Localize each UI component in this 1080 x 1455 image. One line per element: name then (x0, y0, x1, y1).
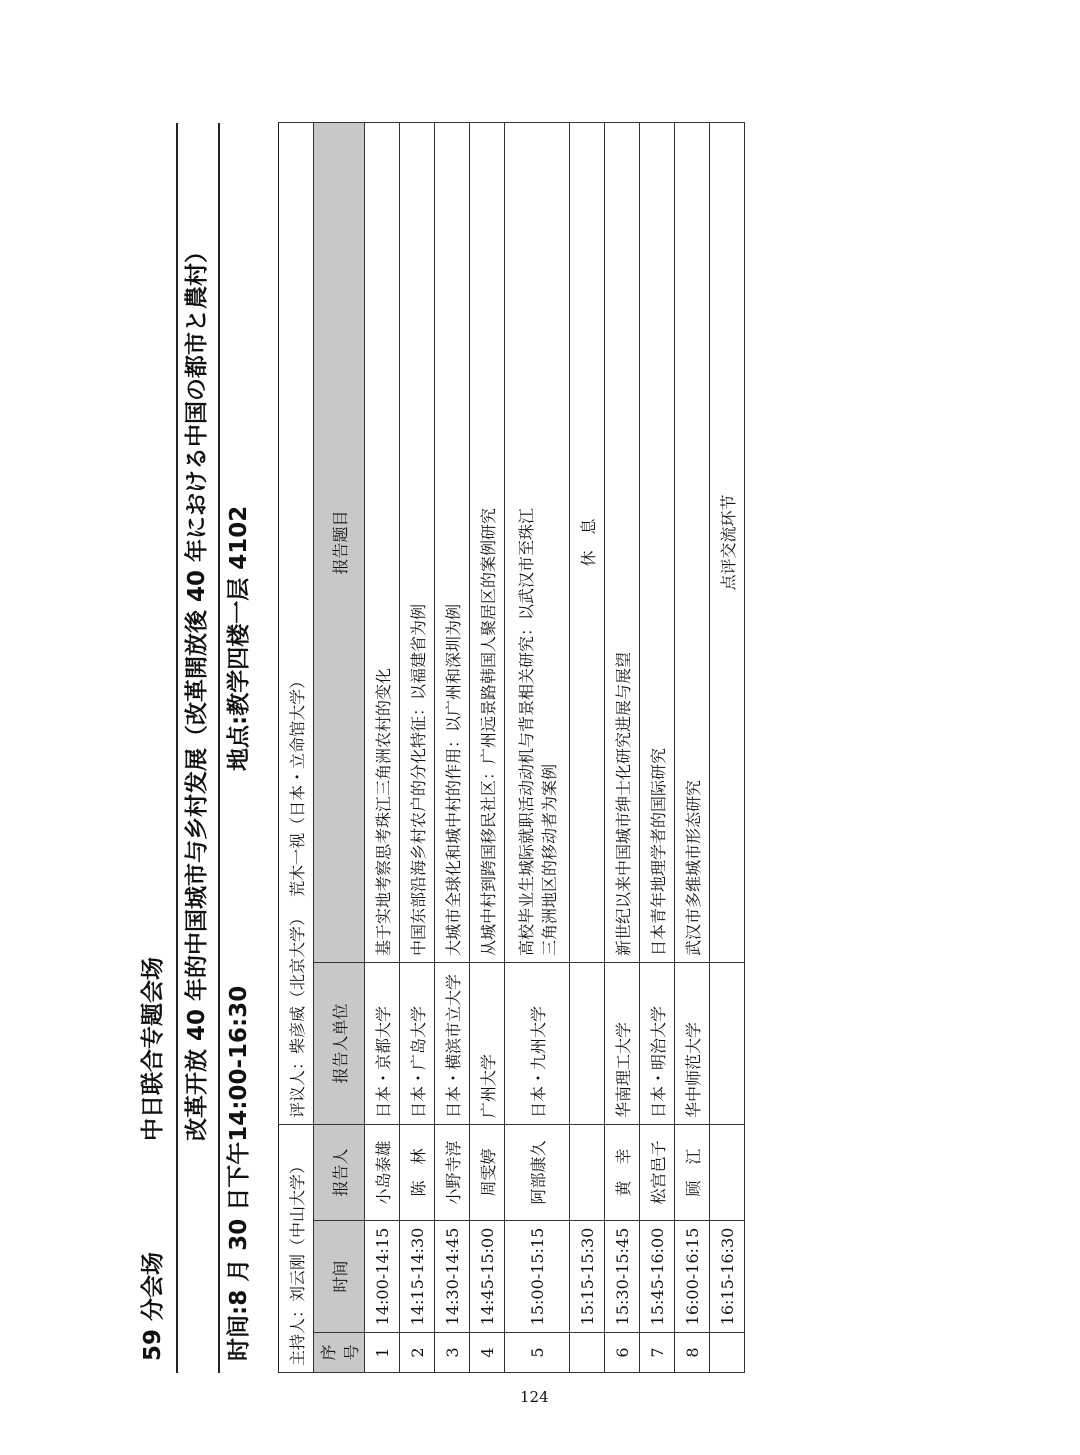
discussion-label: 点评交流环节 (710, 123, 745, 963)
table-row (400, 123, 435, 1373)
row-topic: 武汉市多维城市形态研究 (675, 123, 710, 963)
venue-type: 中日联合专题会场 (140, 957, 166, 1141)
row-no: 7 (640, 1333, 675, 1373)
row-topic: 大城市全球化和城中村的作用：以广州和深圳为例 (435, 123, 470, 963)
row-time: 15:30-15:45 (605, 1221, 640, 1333)
table-row (435, 123, 470, 1373)
row-topic: 日本青年地理学者的国际研究 (640, 123, 675, 963)
reviewer-2: 荒木一视（日本・立命馆大学） (287, 672, 307, 897)
row-no: 6 (605, 1333, 640, 1373)
header-row-venue (130, 123, 178, 1373)
row-org: 华南理工大学 (605, 963, 640, 1125)
session-place: 地点:教学四楼一层 4102 (226, 505, 252, 771)
table-row (640, 123, 675, 1373)
row-speaker: 松宫邑子 (640, 1125, 675, 1221)
row-speaker: 陈 林 (400, 1125, 435, 1221)
col-org: 报告人单位 (314, 963, 365, 1125)
row-speaker: 顾 江 (675, 1125, 710, 1221)
row-topic: 基于实地考察思考珠江三角洲农村的变化 (365, 123, 400, 963)
host-row (279, 123, 314, 1373)
column-header-row (314, 123, 365, 1373)
row-speaker (570, 1125, 605, 1221)
page-number: 124 (520, 1388, 549, 1406)
row-time: 15:00-15:15 (505, 1221, 570, 1333)
header-row-time-place (218, 123, 260, 1373)
row-time: 15:15-15:30 (570, 1221, 605, 1333)
row-org (710, 963, 745, 1125)
session-title: 改革开放 40 年的中国城市与乡村发展（改革開放後 40 年における中国の都市と農村） (184, 239, 210, 1141)
col-topic: 报告题目 (314, 123, 365, 963)
reviewers (279, 123, 314, 1125)
row-no: 5 (505, 1333, 570, 1373)
reviewer-1: 评议人：柴彦威（北京大学） (287, 909, 307, 1118)
break-label: 休 息 (570, 123, 605, 963)
row-no: 8 (675, 1333, 710, 1373)
row-no (710, 1333, 745, 1373)
row-time: 14:45-15:00 (470, 1221, 505, 1333)
row-no: 3 (435, 1333, 470, 1373)
row-org: 日本・横滨市立大学 (435, 963, 470, 1125)
table-row (505, 123, 570, 1373)
row-speaker: 小野寺淳 (435, 1125, 470, 1221)
row-speaker: 阿部康久 (505, 1125, 570, 1221)
col-time: 时间 (314, 1221, 365, 1333)
row-org: 华中师范大学 (675, 963, 710, 1125)
row-org: 日本・广岛大学 (400, 963, 435, 1125)
session-time: 时间:8 月 30 日下午14:00-16:30 (226, 985, 252, 1361)
row-time: 14:00-14:15 (365, 1221, 400, 1333)
row-org: 日本・京都大学 (365, 963, 400, 1125)
table-row (470, 123, 505, 1373)
table-row (675, 123, 710, 1373)
table-row (605, 123, 640, 1373)
row-time: 16:15-16:30 (710, 1221, 745, 1333)
row-topic (505, 123, 570, 963)
row-time: 15:45-16:00 (640, 1221, 675, 1333)
row-topic-line: 三角洲地区的移动者为案例 (540, 763, 559, 956)
row-time: 16:00-16:15 (675, 1221, 710, 1333)
row-speaker (710, 1125, 745, 1221)
row-speaker: 黄 幸 (605, 1125, 640, 1221)
table-row (365, 123, 400, 1373)
row-org: 日本・九州大学 (505, 963, 570, 1125)
row-org (570, 963, 605, 1125)
row-no: 1 (365, 1333, 400, 1373)
venue-number: 59 分会场 (140, 1251, 166, 1361)
col-speaker: 报告人 (314, 1125, 365, 1221)
row-topic: 新世纪以来中国城市绅士化研究进展与展望 (605, 123, 640, 963)
row-speaker: 小岛泰雄 (365, 1125, 400, 1221)
host: 主持人：刘云刚（中山大学） (279, 1125, 314, 1373)
table-row (710, 123, 745, 1373)
table-row (570, 123, 605, 1373)
row-org: 日本・明治大学 (640, 963, 675, 1125)
row-speaker: 周雯婷 (470, 1125, 505, 1221)
row-no: 4 (470, 1333, 505, 1373)
header-row-title (176, 123, 220, 1373)
row-topic: 中国东部沿海乡村农户的分化特征：以福建省为例 (400, 123, 435, 963)
row-topic: 从城中村到跨国移民社区：广州远景路韩国人聚居区的案例研究 (470, 123, 505, 963)
row-time: 14:30-14:45 (435, 1221, 470, 1333)
row-no: 2 (400, 1333, 435, 1373)
rotated-page (130, 123, 760, 1373)
row-org: 广州大学 (470, 963, 505, 1125)
col-no: 序号 (314, 1333, 365, 1373)
schedule-table (278, 122, 745, 1373)
row-topic-line: 高校毕业生城际就职活动动机与背景相关研究：以武汉市至珠江 (517, 507, 536, 956)
row-time: 14:15-14:30 (400, 1221, 435, 1333)
row-no (570, 1333, 605, 1373)
